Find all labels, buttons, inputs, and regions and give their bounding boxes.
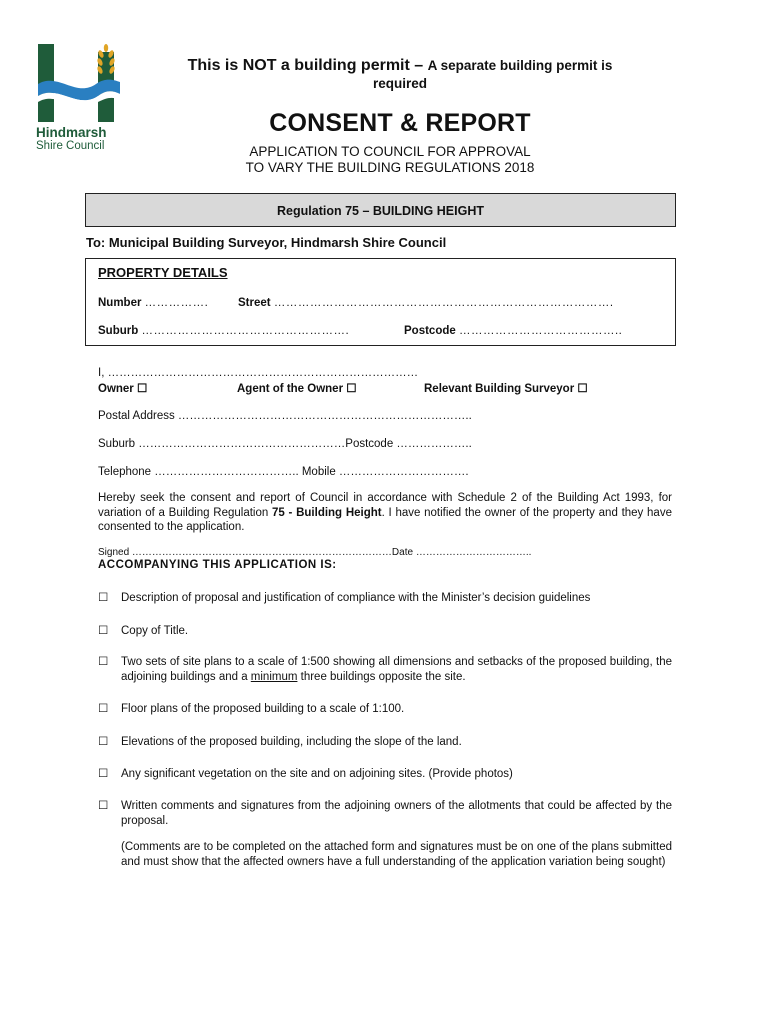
checkbox-icon[interactable]: ☐ (98, 625, 109, 637)
subtitle-line1: APPLICATION TO COUNCIL FOR APPROVAL (249, 144, 531, 159)
street-label: Street (238, 297, 271, 309)
council-logo (36, 44, 136, 152)
page-title: CONSENT & REPORT (269, 109, 531, 137)
checkbox-icon[interactable]: ☐ (98, 656, 109, 668)
property-details-heading: PROPERTY DETAILS (98, 265, 228, 280)
checklist-item[interactable] (98, 735, 672, 750)
logo-subtitle: Shire Council (36, 139, 105, 152)
telephone-mobile-field[interactable]: Telephone ……………………………….. Mobile ……………………………. (98, 466, 469, 478)
statement-after: . I have notified the owner of the property and they have consented to the application. (98, 506, 672, 533)
checklist-text: Written comments and signatures from the adjoining owners of the allotments that could be affected by the proposal. (121, 800, 672, 827)
postcode-row (404, 325, 622, 337)
checklist-text: Copy of Title. (121, 625, 189, 637)
logo-name: Hindmarsh (36, 125, 107, 140)
owner-checkbox[interactable]: Owner ☐ (98, 383, 148, 395)
street-row (238, 297, 614, 309)
checklist-text (121, 655, 672, 684)
page-subtitle (190, 144, 590, 176)
property-suburb-field[interactable]: ……………………………………………. (141, 325, 350, 337)
notice-big: This is NOT a building permit – (187, 57, 424, 74)
number-label: Number (98, 297, 142, 309)
agent-checkbox[interactable]: Agent of the Owner ☐ (237, 383, 357, 395)
addressee-line: To: Municipal Building Surveyor, Hindmarsh Shire Council (86, 235, 447, 250)
checklist-item[interactable] (98, 767, 672, 782)
comments-note: (Comments are to be completed on the attached form and signatures must be on one of the plans submitted and must show that the affected owners have a full understanding of the application variation being sought) (121, 841, 672, 868)
checklist-item[interactable] (98, 799, 672, 828)
property-postcode-label: Postcode (404, 325, 456, 337)
notice-small: A separate building permit is (427, 58, 613, 73)
applicant-suburb-postcode-field[interactable]: Suburb ………………………………………………Postcode ……………….. (98, 438, 472, 450)
checklist-item[interactable] (98, 702, 672, 717)
street-field[interactable]: …………………………………………………………………………. (273, 297, 614, 309)
number-field[interactable]: ……………. (144, 297, 209, 309)
checklist-text: Any significant vegetation on the site and on adjoining sites. (Provide photos) (121, 768, 513, 780)
item3-underline: minimum (250, 670, 298, 683)
checkbox-icon[interactable]: ☐ (98, 736, 109, 748)
applicant-name-field[interactable]: I, ……………………………………………………………………… (98, 367, 419, 379)
item3-text: Two sets of site plans to a scale of 1:500 showing all dimensions and setbacks of the proposed building, the adjoining buildings and a (121, 656, 672, 683)
property-details-box (85, 258, 676, 346)
checklist-text: Floor plans of the proposed building to a scale of 1:100. (121, 703, 405, 715)
regulation-banner: Regulation 75 – BUILDING HEIGHT (85, 193, 676, 227)
signature-date-line[interactable]: Signed ……………………………………………………………………Date …………………………….. (98, 547, 532, 558)
hindmarsh-logo-icon (36, 44, 120, 122)
checkbox-icon[interactable]: ☐ (98, 592, 109, 604)
property-suburb-label: Suburb (98, 325, 139, 337)
checkbox-icon[interactable]: ☐ (98, 768, 109, 780)
number-row (98, 297, 208, 309)
checklist-text: Description of proposal and justification of compliance with the Minister’s decision guidelines (121, 592, 591, 604)
item3-tail: three buildings opposite the site. (297, 670, 466, 683)
suburb-row (98, 325, 349, 337)
permit-notice (150, 57, 650, 75)
notice-line2: required (372, 76, 427, 91)
accompanying-heading: ACCOMPANYING THIS APPLICATION IS: (98, 559, 337, 571)
surveyor-checkbox[interactable]: Relevant Building Surveyor ☐ (424, 383, 588, 395)
statement-bold: 75 - Building Height (272, 506, 382, 519)
checklist-item[interactable] (98, 591, 672, 606)
checklist-text: Elevations of the proposed building, including the slope of the land. (121, 736, 462, 748)
checkbox-icon[interactable]: ☐ (98, 703, 109, 715)
subtitle-line2: TO VARY THE BUILDING REGULATIONS 2018 (245, 160, 535, 175)
postal-address-field[interactable]: Postal Address ………………………………………………………………….. (98, 410, 472, 422)
property-postcode-field[interactable]: ………………………………….. (458, 325, 623, 337)
consent-statement (98, 491, 672, 535)
checklist-item[interactable] (98, 655, 672, 684)
checkbox-icon[interactable]: ☐ (98, 800, 109, 812)
statement-before: Hereby seek the consent and report of Council in accordance with Schedule 2 of the Building Act 1993, for variation of a Building Regulation (98, 492, 672, 519)
checklist-item[interactable] (98, 624, 672, 639)
